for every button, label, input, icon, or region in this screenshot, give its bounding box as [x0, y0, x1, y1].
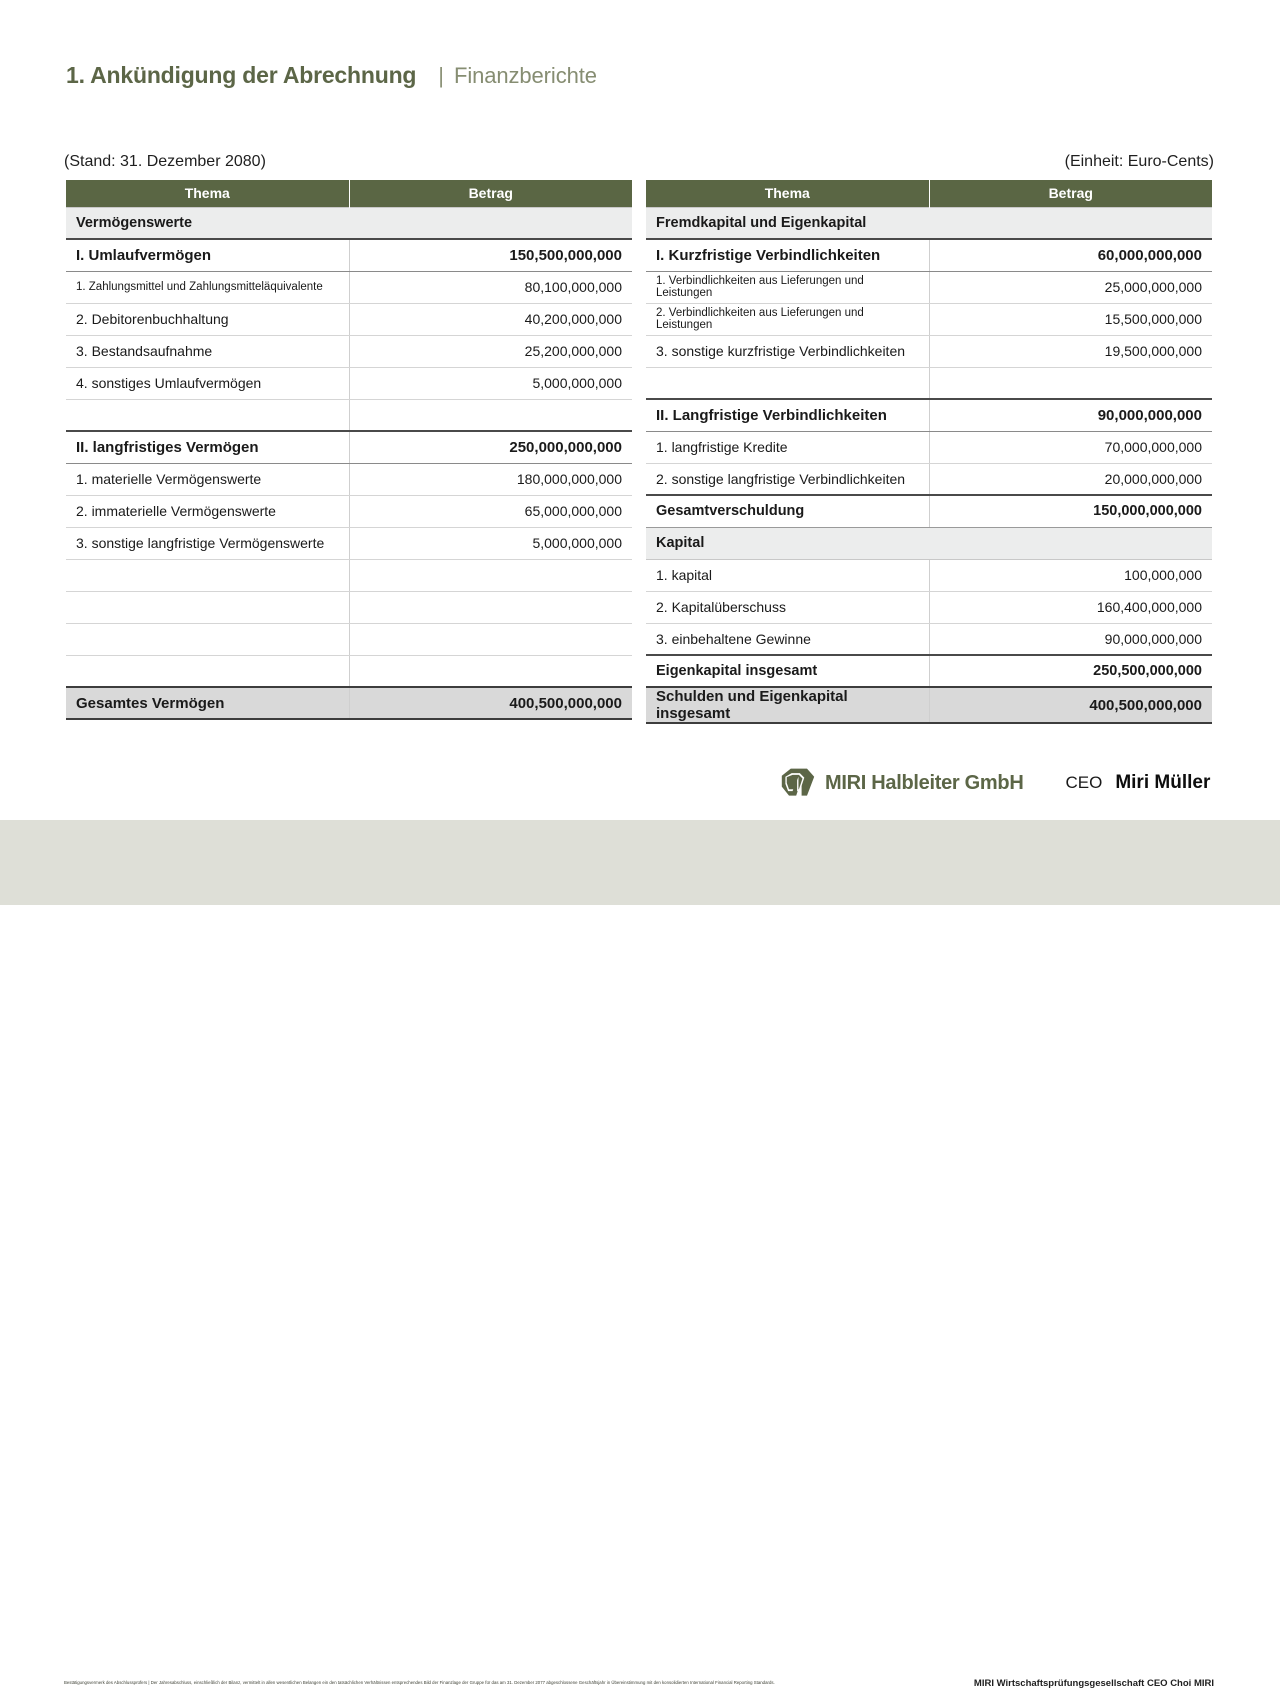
assets-row-label: 4. sonstiges Umlaufvermögen — [66, 367, 349, 399]
liabilities-section-label: Fremdkapital und Eigenkapital — [646, 207, 1212, 239]
liabilities-row-amount: 19,500,000,000 — [929, 335, 1212, 367]
liabilities-row-label: Schulden und Eigenkapital insgesamt — [646, 687, 929, 723]
assets-row-label: I. Umlaufvermögen — [66, 239, 349, 271]
assets-row — [66, 527, 632, 559]
assets-section-label: Vermögenswerte — [66, 207, 632, 239]
assets-row-label: 3. Bestandsaufnahme — [66, 335, 349, 367]
assets-row — [66, 303, 632, 335]
footer-band — [0, 820, 1280, 1689]
liabilities-section-label: Kapital — [646, 527, 1212, 559]
assets-row — [66, 495, 632, 527]
liabilities-row-label: 1. langfristige Kredite — [646, 431, 929, 463]
liabilities-row-label: Gesamtverschuldung — [646, 495, 929, 527]
assets-row-amount — [349, 655, 632, 687]
assets-row-label: 2. Debitorenbuchhaltung — [66, 303, 349, 335]
liabilities-row-label: 2. Kapitalüberschuss — [646, 591, 929, 623]
assets-row — [66, 399, 632, 431]
assets-row-amount: 180,000,000,000 — [349, 463, 632, 495]
assets-row-label — [66, 655, 349, 687]
liabilities-row-amount: 20,000,000,000 — [929, 463, 1212, 495]
assets-rows-body — [66, 239, 632, 719]
ceo-label: CEO — [1065, 773, 1103, 792]
assets-row — [66, 271, 632, 303]
assets-row-label — [66, 591, 349, 623]
assets-row-amount: 150,500,000,000 — [349, 239, 632, 271]
liabilities-row — [646, 367, 1212, 399]
assets-row-label: 1. materielle Vermögenswerte — [66, 463, 349, 495]
liabilities-table-wrapper — [646, 180, 1212, 724]
liabilities-row — [646, 655, 1212, 687]
liabilities-row-label: 3. sonstige kurzfristige Verbindlichkeiten — [646, 335, 929, 367]
assets-row — [66, 367, 632, 399]
liabilities-row-amount: 60,000,000,000 — [929, 239, 1212, 271]
liabilities-row-amount: 150,000,000,000 — [929, 495, 1212, 527]
assets-row-amount: 65,000,000,000 — [349, 495, 632, 527]
liabilities-row-label: 1. Verbindlichkeiten aus Lieferungen und Leistungen — [646, 271, 929, 303]
assets-row-amount: 400,500,000,000 — [349, 687, 632, 719]
liabilities-row — [646, 335, 1212, 367]
page-title-main: 1. Ankündigung der Abrechnung — [66, 62, 417, 88]
liabilities-row — [646, 559, 1212, 591]
liabilities-row-amount: 160,400,000,000 — [929, 591, 1212, 623]
liabilities-row — [646, 303, 1212, 335]
assets-row — [66, 591, 632, 623]
liabilities-row-label: I. Kurzfristige Verbindlichkeiten — [646, 239, 929, 271]
assets-row — [66, 623, 632, 655]
assets-row-label: 1. Zahlungsmittel und Zahlungsmitteläquivalente — [66, 271, 349, 303]
assets-table-header-row — [66, 180, 632, 207]
liabilities-row-amount: 90,000,000,000 — [929, 623, 1212, 655]
assets-row — [66, 655, 632, 687]
assets-row — [66, 687, 632, 719]
page-title — [66, 62, 597, 89]
liabilities-row — [646, 463, 1212, 495]
title-separator: | — [438, 63, 444, 88]
liabilities-row-label: 2. Verbindlichkeiten aus Lieferungen und Leistungen — [646, 303, 929, 335]
assets-row-label: II. langfristiges Vermögen — [66, 431, 349, 463]
liabilities-row-amount: 25,000,000,000 — [929, 271, 1212, 303]
currency-unit: (Einheit: Euro-Cents) — [1064, 153, 1214, 170]
liabilities-row-label: Eigenkapital insgesamt — [646, 655, 929, 687]
assets-row-amount — [349, 591, 632, 623]
assets-row-amount: 80,100,000,000 — [349, 271, 632, 303]
liabilities-row-label: 3. einbehaltene Gewinne — [646, 623, 929, 655]
liabilities-row — [646, 623, 1212, 655]
liabilities-row — [646, 591, 1212, 623]
assets-row-amount: 250,000,000,000 — [349, 431, 632, 463]
liabilities-table — [646, 180, 1212, 724]
liabilities-row-amount: 250,500,000,000 — [929, 655, 1212, 687]
assets-row-label: 2. immaterielle Vermögenswerte — [66, 495, 349, 527]
liabilities-rows-body — [646, 239, 1212, 723]
assets-row-amount: 5,000,000,000 — [349, 527, 632, 559]
liabilities-row — [646, 271, 1212, 303]
ceo-name: Miri Müller — [1115, 772, 1211, 793]
assets-row-label — [66, 623, 349, 655]
assets-row — [66, 335, 632, 367]
liabilities-section-row — [646, 207, 1212, 239]
assets-row-label: 3. sonstige langfristige Vermögenswerte — [66, 527, 349, 559]
assets-row-label: Gesamtes Vermögen — [66, 687, 349, 719]
assets-section-row — [66, 207, 632, 239]
assets-row — [66, 559, 632, 591]
assets-table — [66, 180, 632, 720]
auditor-name: MIRI Wirtschaftsprüfungsgesellschaft CEO Choi MIRI — [973, 1678, 1214, 1689]
liabilities-row — [646, 399, 1212, 431]
assets-col-amount: Betrag — [349, 180, 632, 207]
assets-row — [66, 239, 632, 271]
liabilities-row — [646, 687, 1212, 723]
liabilities-row-amount: 70,000,000,000 — [929, 431, 1212, 463]
assets-row-label — [66, 399, 349, 431]
assets-row-amount — [349, 399, 632, 431]
liabilities-row-amount: 400,500,000,000 — [929, 687, 1212, 723]
assets-table-wrapper — [66, 180, 632, 720]
assets-row-label — [66, 559, 349, 591]
liabilities-row — [646, 527, 1212, 559]
liabilities-row-amount: 100,000,000 — [929, 559, 1212, 591]
signature-block — [780, 765, 1210, 801]
liabilities-row-label: 1. kapital — [646, 559, 929, 591]
liabilities-row — [646, 495, 1212, 527]
liabilities-row — [646, 239, 1212, 271]
liabilities-row — [646, 431, 1212, 463]
assets-row-amount: 25,200,000,000 — [349, 335, 632, 367]
company-name: MIRI Halbleiter GmbH — [825, 771, 1024, 794]
page-title-sub: Finanzberichte — [453, 63, 597, 88]
assets-table-body — [66, 207, 632, 239]
liabilities-col-topic: Thema — [646, 180, 929, 207]
liabilities-table-body — [646, 207, 1212, 239]
liabilities-table-header-row — [646, 180, 1212, 207]
liabilities-row-amount: 90,000,000,000 — [929, 399, 1212, 431]
liabilities-row-amount: 15,500,000,000 — [929, 303, 1212, 335]
assets-row-amount — [349, 623, 632, 655]
liabilities-row-amount — [929, 367, 1212, 399]
as-of-date: (Stand: 31. Dezember 2080) — [64, 153, 266, 170]
assets-row-amount — [349, 559, 632, 591]
assets-row — [66, 463, 632, 495]
audit-disclaimer: Bestätigungsvermerk des Abschlussprüfers | Der Jahresabschluss, einschließlich der Bilanz, vermittelt in allen wesentlichen Belangen ein den tatsächlichen Verhältnissen entsprechendes Bild der Finanzlage der Gruppe für das am 31. Dezember 2077 abgeschlossene Geschäftsjahr in Übereinstimmung mit den konsolidierten International Financial Reporting Standards. — [64, 1680, 775, 1685]
assets-row — [66, 431, 632, 463]
liabilities-row-label — [646, 367, 929, 399]
miri-hexagon-logo-icon — [780, 765, 816, 801]
liabilities-row-label: 2. sonstige langfristige Verbindlichkeiten — [646, 463, 929, 495]
liabilities-row-label: II. Langfristige Verbindlichkeiten — [646, 399, 929, 431]
assets-row-amount: 5,000,000,000 — [349, 367, 632, 399]
assets-row-amount: 40,200,000,000 — [349, 303, 632, 335]
assets-col-topic: Thema — [66, 180, 349, 207]
liabilities-col-amount: Betrag — [929, 180, 1212, 207]
